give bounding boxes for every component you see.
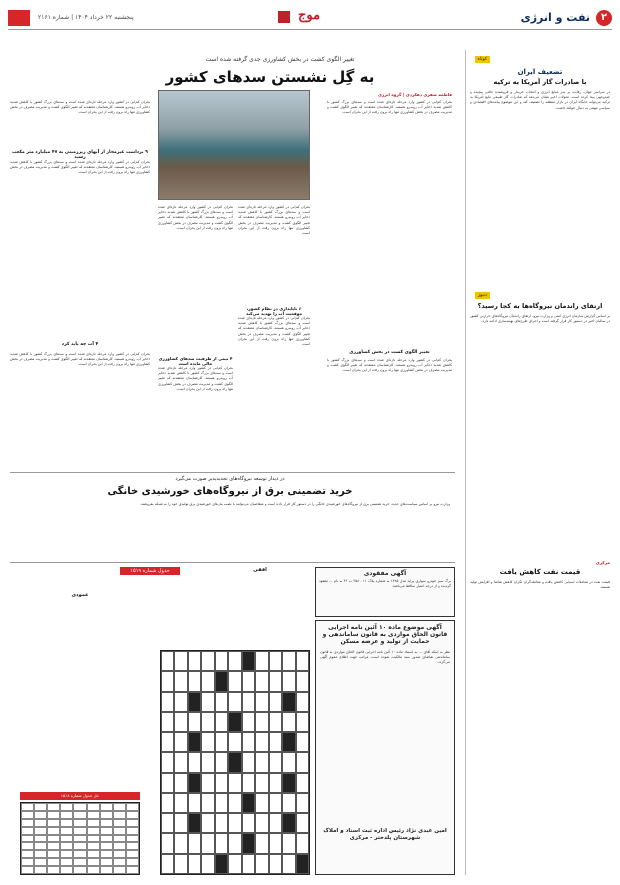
crossword-cell[interactable] (161, 793, 174, 813)
crossword-cell[interactable] (296, 671, 309, 691)
crossword-cell[interactable] (201, 651, 214, 671)
sudoku-cell (60, 827, 73, 835)
crossword-cell[interactable] (255, 793, 268, 813)
crossword-cell[interactable] (201, 833, 214, 853)
crossword-cell[interactable] (242, 651, 255, 671)
sudoku-title: حل جدول شماره ۱۵۱۸ (20, 792, 140, 800)
crossword-cell[interactable] (174, 671, 187, 691)
crossword-cell[interactable] (215, 833, 228, 853)
crossword-cell[interactable] (242, 732, 255, 752)
crossword-cell[interactable] (269, 793, 282, 813)
sudoku-cell (100, 842, 113, 850)
crossword-cell[interactable] (174, 833, 187, 853)
power-body: وزارت نیرو بر اساس سیاست‌های جدید، خرید تضمینی برق از نیروگاه‌های خورشیدی خانگی را در دستور کار قرار داده است و متقاضیان می‌توانند با نصب پنل‌های خورشیدی برق تولیدی خود را به شبکه بفروشند. (139, 502, 450, 506)
crossword-cell[interactable] (228, 793, 241, 813)
lost-ad (315, 567, 455, 617)
crossword-cell[interactable] (215, 671, 228, 691)
page-header (8, 8, 612, 30)
crossword-cell[interactable] (161, 732, 174, 752)
crossword-cell[interactable] (174, 854, 187, 874)
crossword-cell[interactable] (161, 692, 174, 712)
crossword-cell[interactable] (228, 712, 241, 732)
crossword-cell[interactable] (282, 793, 295, 813)
crossword-cell[interactable] (174, 732, 187, 752)
crossword-cell[interactable] (161, 773, 174, 793)
dam-photo (158, 90, 310, 200)
crossword-cell[interactable] (215, 712, 228, 732)
nuclear-body: بر اساس گزارش سازمان انرژی اتمی و وزارت نیرو، ارتقای راندمان نیروگاه‌های حرارتی کشور در سالیان اخیر در دستور کار قرار گرفته است و اجرای طرح‌های بهینه‌سازی ادامه دارد. (470, 314, 610, 324)
crossword-cell[interactable] (201, 671, 214, 691)
crossword-cell[interactable] (296, 752, 309, 772)
crossword-cell[interactable] (215, 692, 228, 712)
sudoku-cell (113, 842, 126, 850)
sudoku-cell (47, 819, 60, 827)
crossword-cell[interactable] (255, 671, 268, 691)
sudoku-cell (47, 835, 60, 843)
sudoku-cell (73, 842, 86, 850)
crossword-cell[interactable] (282, 833, 295, 853)
sudoku-cell (73, 858, 86, 866)
crossword-cell[interactable] (296, 773, 309, 793)
crossword-cell[interactable] (201, 732, 214, 752)
sudoku-cell (34, 850, 47, 858)
lead-kicker: تغییر الگوی کشت در بخش کشاورزی جدی گرفته شده است (205, 56, 355, 63)
sudoku-cell (87, 819, 100, 827)
crossword-cell[interactable] (242, 671, 255, 691)
sudoku-cell (47, 811, 60, 819)
sudoku-cell (60, 811, 73, 819)
price-kicker: مرکزی (595, 560, 610, 565)
lead-sub2: ۴ آب چه باید کرد (61, 342, 99, 347)
crossword-cell[interactable] (188, 773, 201, 793)
kicker-tag: کوتاه (475, 56, 490, 63)
sudoku-cell (126, 811, 139, 819)
lead-sub5: ۶ ناپایداری در نظام کشور، موقعیت آب را تهدید می‌کند (246, 306, 302, 316)
crossword-cell[interactable] (174, 773, 187, 793)
crossword-cell[interactable] (161, 651, 174, 671)
lead-sub3: تغییر الگوی کشت در بخش کشاورزی (349, 350, 430, 355)
crossword-cell[interactable] (269, 833, 282, 853)
crossword-cell[interactable] (188, 671, 201, 691)
sudoku-cell (21, 819, 34, 827)
crossword-cell[interactable] (161, 752, 174, 772)
crossword-cell[interactable] (161, 712, 174, 732)
column-divider (465, 50, 466, 875)
crossword-cell[interactable] (174, 692, 187, 712)
sudoku-cell (47, 858, 60, 866)
sudoku-cell (34, 835, 47, 843)
crossword-cell[interactable] (269, 854, 282, 874)
sudoku-cell (113, 827, 126, 835)
law-ad-signature: امین عبدی نژاد رئیس اداره ثبت اسناد و املاک شهرستان پلدختر - مرکزی (323, 828, 447, 841)
newspaper-logo: موج (298, 8, 321, 23)
sudoku-cell (126, 827, 139, 835)
lead-body-col3: بحران کم‌آبی در کشور وارد مرحله تازه‌ای شده است و سدهای بزرگ کشور با کاهش شدید ذخایر آب روبه‌رو هستند. کارشناسان معتقدند که تغییر الگوی کشت و مدیریت مصرف در بخش کشاورزی تنها راه برون رفت از این بحران است. (238, 205, 310, 236)
crossword-cell[interactable] (242, 833, 255, 853)
lost-ad-title: آگهی مفقودی (363, 570, 407, 577)
crossword-cell[interactable] (188, 854, 201, 874)
crossword-cell[interactable] (255, 752, 268, 772)
price-title: قیمت نفت کاهش یافت (499, 568, 581, 576)
sudoku-cell (113, 850, 126, 858)
crossword-cell[interactable] (269, 712, 282, 732)
crossword-cell[interactable] (228, 833, 241, 853)
sudoku-cell (100, 866, 113, 874)
crossword-cell[interactable] (188, 732, 201, 752)
crossword-cell[interactable] (296, 732, 309, 752)
crossword-cell[interactable] (188, 651, 201, 671)
nuclear-tag: دنیوز (475, 292, 490, 299)
lead-body-left-mid: بحران کم‌آبی در کشور وارد مرحله تازه‌ای شده است و سدهای بزرگ کشور با کاهش شدید ذخایر آب روبه‌رو هستند. کارشناسان معتقدند که تغییر الگوی کشت و مدیریت مصرف در بخش کشاورزی تنها راه برون رفت از این بحران است. (10, 160, 150, 175)
crossword-cell[interactable] (282, 692, 295, 712)
crossword-cell[interactable] (174, 712, 187, 732)
crossword-cell[interactable] (242, 752, 255, 772)
crossword-cell[interactable] (282, 651, 295, 671)
crossword-cell[interactable] (255, 692, 268, 712)
crossword-cell[interactable] (188, 712, 201, 732)
sudoku-cell (73, 850, 86, 858)
crossword-cell[interactable] (228, 813, 241, 833)
sudoku-cell (113, 866, 126, 874)
sudoku-cell (21, 827, 34, 835)
crossword-cell[interactable] (296, 813, 309, 833)
sudoku-cell (21, 850, 34, 858)
crossword-cell[interactable] (242, 854, 255, 874)
crossword-cell[interactable] (161, 671, 174, 691)
sudoku-cell (87, 842, 100, 850)
sudoku-cell (60, 819, 73, 827)
sudoku-cell (73, 819, 86, 827)
iran-gas-body: در سراسر جهان، رقابت بر سر منابع انرژی و انتخاب خریدار و فروشنده حالتی پیچیده و چندوجهی پیدا کرده است. تحولات اخیر نشان می‌دهد که صادرات گاز طبیعی مایع آمریکا به ترکیه می‌تواند جایگاه ایران در بازار منطقه را تضعیف کند و این موضوع پیامدهای اقتصادی و سیاسی مهمی به دنبال خواهد داشت. (470, 90, 610, 110)
sudoku-cell (87, 858, 100, 866)
lead-sub1: ۹ برداشت غیرمجاز از آبهای زیرزمینی به ۴۷ میلیارد متر مکعب رسید (12, 150, 148, 160)
lead-body-col1: بحران کم‌آبی در کشور وارد مرحله تازه‌ای شده است و سدهای بزرگ کشور با کاهش شدید ذخایر آب روبه‌رو هستند. کارشناسان معتقدند که تغییر الگوی کشت و مدیریت مصرف در بخش کشاورزی تنها راه برون رفت از این بحران است. (327, 100, 452, 115)
crossword-vertical-label: عمودی (71, 592, 89, 598)
sudoku-cell (60, 803, 73, 811)
crossword-cell[interactable] (282, 671, 295, 691)
sudoku-cell (73, 827, 86, 835)
crossword-cell[interactable] (161, 813, 174, 833)
crossword-cell[interactable] (242, 773, 255, 793)
crossword-cell[interactable] (201, 813, 214, 833)
crossword-cell[interactable] (215, 732, 228, 752)
law-ad-title: آگهی موضوع ماده ۱۰ آئین نامه اجرایی قانون الحاق مواردی به قانون ساماندهی و حمایت از تولید و عرضه مسکن (322, 624, 448, 645)
crossword-cell[interactable] (174, 813, 187, 833)
crossword-cell[interactable] (255, 773, 268, 793)
sudoku-cell (47, 850, 60, 858)
sudoku-cell (60, 842, 73, 850)
crossword-cell[interactable] (228, 651, 241, 671)
lead-body-col1b: بحران کم‌آبی در کشور وارد مرحله تازه‌ای شده است و سدهای بزرگ کشور با کاهش شدید ذخایر آب روبه‌رو هستند. کارشناسان معتقدند که تغییر الگوی کشت و مدیریت مصرف در بخش کشاورزی تنها راه برون رفت از این بحران است. (327, 358, 452, 373)
lead-sub4: ۴ نیمی از ظرفیت سدهای کشاورزی خالی مانده است (158, 356, 233, 366)
sudoku-cell (73, 803, 86, 811)
sudoku-cell (21, 858, 34, 866)
lost-ad-body: برگ سبز خودرو سواری پراید مدل ۱۳۸۵ به شماره پلاک ۱۱ - ۲۵۸ ب ۴۶ به نام ... مفقود گردیده و از درجه اعتبار ساقط می‌باشد. (319, 579, 451, 589)
crossword-cell[interactable] (174, 651, 187, 671)
sudoku-cell (60, 835, 73, 843)
crossword-vertical-clues (10, 600, 150, 790)
sudoku-cell (21, 842, 34, 850)
crossword-cell[interactable] (296, 712, 309, 732)
sudoku-cell (60, 866, 73, 874)
sudoku-cell (87, 835, 100, 843)
crossword-cell[interactable] (215, 752, 228, 772)
sudoku-cell (100, 819, 113, 827)
section-divider (10, 472, 455, 473)
crossword-cell[interactable] (201, 692, 214, 712)
sudoku-cell (100, 850, 113, 858)
crossword-cell[interactable] (161, 833, 174, 853)
sudoku-cell (113, 803, 126, 811)
sudoku-grid (20, 802, 140, 875)
crossword-cell[interactable] (215, 793, 228, 813)
crossword-cell[interactable] (174, 793, 187, 813)
crossword-cell[interactable] (201, 854, 214, 874)
crossword-cell[interactable] (242, 712, 255, 732)
crossword-cell[interactable] (228, 671, 241, 691)
lead-body-col2b: بحران کم‌آبی در کشور وارد مرحله تازه‌ای شده است و سدهای بزرگ کشور با کاهش شدید ذخایر آب روبه‌رو هستند. کارشناسان معتقدند که تغییر الگوی کشت و مدیریت مصرف در بخش کشاورزی تنها راه برون رفت از این بحران است. (158, 366, 233, 391)
crossword-cell[interactable] (161, 854, 174, 874)
crossword-cell[interactable] (269, 671, 282, 691)
sudoku-cell (73, 835, 86, 843)
crossword-cell[interactable] (174, 752, 187, 772)
crossword-cell[interactable] (215, 854, 228, 874)
crossword-cell[interactable] (201, 752, 214, 772)
crossword-title: جدول شماره ۱۵۱۹ (120, 567, 180, 575)
power-kicker: در دیدار توسعه نیروگاه‌های تجدیدپذیر صورت می‌گیرد (175, 476, 285, 482)
crossword-cell[interactable] (269, 651, 282, 671)
crossword-cell[interactable] (215, 773, 228, 793)
sudoku-cell (73, 866, 86, 874)
power-title: خرید تضمینی برق از نیروگاه‌های خورشیدی خانگی (107, 486, 353, 497)
crossword-cell[interactable] (215, 651, 228, 671)
crossword-cell[interactable] (228, 854, 241, 874)
crossword-cell[interactable] (255, 651, 268, 671)
logo-icon (278, 11, 290, 23)
crossword-cell[interactable] (282, 712, 295, 732)
crossword-cell[interactable] (188, 752, 201, 772)
lead-author: فاطمه صفری دهکردی | گروه انرژی (378, 92, 452, 97)
sudoku-cell (73, 811, 86, 819)
sudoku-cell (87, 811, 100, 819)
sudoku-cell (34, 866, 47, 874)
sudoku-cell (126, 835, 139, 843)
law-ad-body: نظر به اینکه آقای ... به استناد ماده ۱۰ آئین نامه اجرایی قانون الحاق مواردی به قانون ساماندهی تقاضای صدور سند مالکیت نموده است، مراتب جهت اطلاع عموم آگهی می‌گردد. (320, 650, 450, 665)
crossword-cell[interactable] (255, 833, 268, 853)
crossword-cell[interactable] (228, 752, 241, 772)
issue-date: پنجشنبه ۲۲ خرداد ۱۴۰۴ | شماره ۲۱۶۱ (38, 14, 134, 21)
crossword-cell[interactable] (255, 854, 268, 874)
sudoku-cell (113, 858, 126, 866)
section-title: نفت و انرژی (520, 11, 590, 24)
crossword-cell[interactable] (296, 854, 309, 874)
crossword-cell[interactable] (201, 773, 214, 793)
sudoku-cell (126, 850, 139, 858)
crossword-cell[interactable] (201, 712, 214, 732)
crossword-cell[interactable] (242, 813, 255, 833)
crossword-cell[interactable] (188, 833, 201, 853)
sudoku-cell (60, 850, 73, 858)
crossword-cell[interactable] (282, 773, 295, 793)
lead-body-left-top: بحران کم‌آبی در کشور وارد مرحله تازه‌ای شده است و سدهای بزرگ کشور با کاهش شدید ذخایر آب روبه‌رو هستند. کارشناسان معتقدند که تغییر الگوی کشت و مدیریت مصرف در بخش کشاورزی تنها راه برون رفت از این بحران است. (10, 100, 150, 115)
sudoku-cell (21, 811, 34, 819)
sudoku-cell (100, 835, 113, 843)
crossword-horizontal-label: افقی (253, 567, 267, 573)
crossword-cell[interactable] (188, 813, 201, 833)
iran-gas-title: تضعیف ایران (517, 68, 563, 76)
crossword-cell[interactable] (201, 793, 214, 813)
crossword-cell[interactable] (282, 854, 295, 874)
crossword-cell[interactable] (269, 692, 282, 712)
sudoku-cell (87, 850, 100, 858)
sudoku-cell (126, 866, 139, 874)
section-divider-2 (10, 562, 455, 563)
sudoku-cell (34, 827, 47, 835)
crossword-cell[interactable] (269, 773, 282, 793)
crossword-cell[interactable] (215, 813, 228, 833)
sudoku-cell (126, 803, 139, 811)
sudoku-cell (126, 842, 139, 850)
crossword-cell[interactable] (242, 692, 255, 712)
crossword-grid[interactable] (160, 650, 310, 875)
nuclear-title: ارتقای راندمان نیروگاه‌ها به کجا رسید؟ (477, 302, 603, 310)
crossword-cell[interactable] (282, 732, 295, 752)
crossword-cell[interactable] (269, 752, 282, 772)
crossword-cell[interactable] (255, 813, 268, 833)
lead-title: به گِل نشستن سدهای کشور (165, 68, 375, 86)
crossword-cell[interactable] (282, 813, 295, 833)
sudoku-cell (126, 858, 139, 866)
sudoku-cell (47, 827, 60, 835)
crossword-cell[interactable] (282, 752, 295, 772)
crossword-cell[interactable] (255, 712, 268, 732)
crossword-cell[interactable] (188, 692, 201, 712)
crossword-cell[interactable] (228, 732, 241, 752)
corner-badge (8, 10, 30, 26)
sudoku-cell (100, 827, 113, 835)
crossword-cell[interactable] (242, 793, 255, 813)
sudoku-cell (87, 827, 100, 835)
crossword-cell[interactable] (269, 732, 282, 752)
sudoku-cell (34, 842, 47, 850)
lead-body-left-bot: بحران کم‌آبی در کشور وارد مرحله تازه‌ای شده است و سدهای بزرگ کشور با کاهش شدید ذخایر آب روبه‌رو هستند. کارشناسان معتقدند که تغییر الگوی کشت و مدیریت مصرف در بخش کشاورزی تنها راه برون رفت از این بحران است. (10, 352, 150, 367)
lead-body-col2: بحران کم‌آبی در کشور وارد مرحله تازه‌ای شده است و سدهای بزرگ کشور با کاهش شدید ذخایر آب روبه‌رو هستند. کارشناسان معتقدند که تغییر الگوی کشت و مدیریت مصرف در بخش کشاورزی تنها راه برون رفت از این بحران است. (158, 205, 233, 230)
sudoku-cell (21, 803, 34, 811)
sudoku-cell (87, 803, 100, 811)
sudoku-cell (47, 803, 60, 811)
sudoku-cell (34, 819, 47, 827)
sudoku-cell (113, 819, 126, 827)
law-ad (315, 620, 455, 875)
crossword-cell[interactable] (296, 692, 309, 712)
crossword-cell[interactable] (296, 651, 309, 671)
sudoku-cell (60, 858, 73, 866)
sudoku-cell (100, 858, 113, 866)
sudoku-cell (100, 811, 113, 819)
sudoku-cell (21, 866, 34, 874)
page-number: ۲ (596, 10, 612, 26)
sudoku-cell (47, 842, 60, 850)
crossword-cell[interactable] (188, 793, 201, 813)
crossword-cell[interactable] (296, 833, 309, 853)
sudoku-cell (87, 866, 100, 874)
lead-body-col3b: بحران کم‌آبی در کشور وارد مرحله تازه‌ای شده است و سدهای بزرگ کشور با کاهش شدید ذخایر آب روبه‌رو هستند. کارشناسان معتقدند که تغییر الگوی کشت و مدیریت مصرف در بخش کشاورزی تنها راه برون رفت از این بحران است. (238, 316, 310, 347)
sudoku-cell (47, 866, 60, 874)
crossword-horizontal-clues (190, 576, 310, 646)
crossword-cell[interactable] (255, 732, 268, 752)
sudoku-cell (100, 803, 113, 811)
sudoku-cell (126, 819, 139, 827)
sudoku-cell (34, 858, 47, 866)
price-body: قیمت نفت در معاملات آسیایی کاهش یافت و معامله‌گران نگران کاهش تقاضا و افزایش تولید هستند. (470, 580, 610, 590)
sudoku-cell (21, 835, 34, 843)
sudoku-cell (34, 803, 47, 811)
crossword-cell[interactable] (228, 773, 241, 793)
crossword-cell[interactable] (228, 692, 241, 712)
sudoku-cell (113, 835, 126, 843)
crossword-cell[interactable] (296, 793, 309, 813)
sudoku-cell (34, 811, 47, 819)
crossword-cell[interactable] (269, 813, 282, 833)
iran-gas-subtitle: با صادرات گاز آمریکا به ترکیه (493, 78, 587, 86)
sudoku-cell (113, 811, 126, 819)
